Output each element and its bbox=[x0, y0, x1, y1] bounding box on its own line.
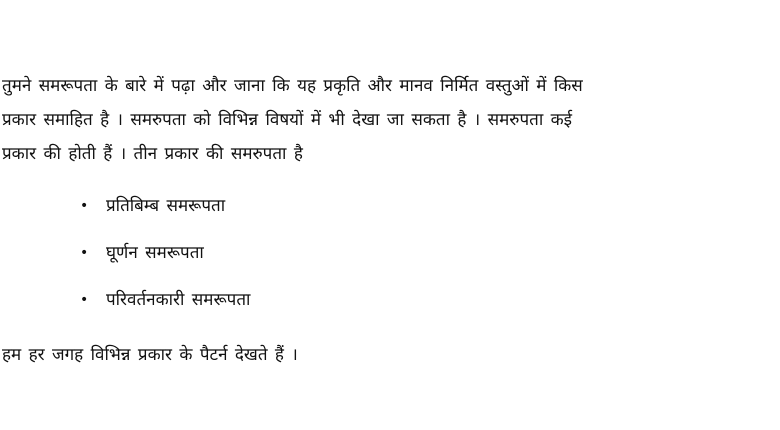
intro-line: प्रकार की होती हैं । तीन प्रकार की समरुपता है bbox=[2, 144, 303, 164]
list-item-label: घूर्णन समरूपता bbox=[106, 243, 204, 263]
list-item-label: परिवर्तनकारी समरूपता bbox=[106, 290, 251, 310]
intro-line: प्रकार समाहित है । समरुपता को विभिन्न विषयों में भी देखा जा सकता है । समरुपता कई bbox=[2, 110, 573, 130]
list-item-label: प्रतिबिम्ब समरूपता bbox=[106, 196, 226, 216]
bullet-icon: • bbox=[80, 292, 89, 308]
bullet-icon: • bbox=[80, 245, 89, 261]
intro-paragraph bbox=[2, 69, 583, 171]
intro-line: तुमने समरूपता के बारे में पढ़ा और जाना कि यह प्रकृति और मानव निर्मित वस्तुओं में किस bbox=[2, 76, 583, 96]
bullet-icon: • bbox=[80, 198, 89, 214]
closing-paragraph: हम हर जगह विभिन्न प्रकार के पैटर्न देखते हैं । bbox=[2, 345, 298, 365]
